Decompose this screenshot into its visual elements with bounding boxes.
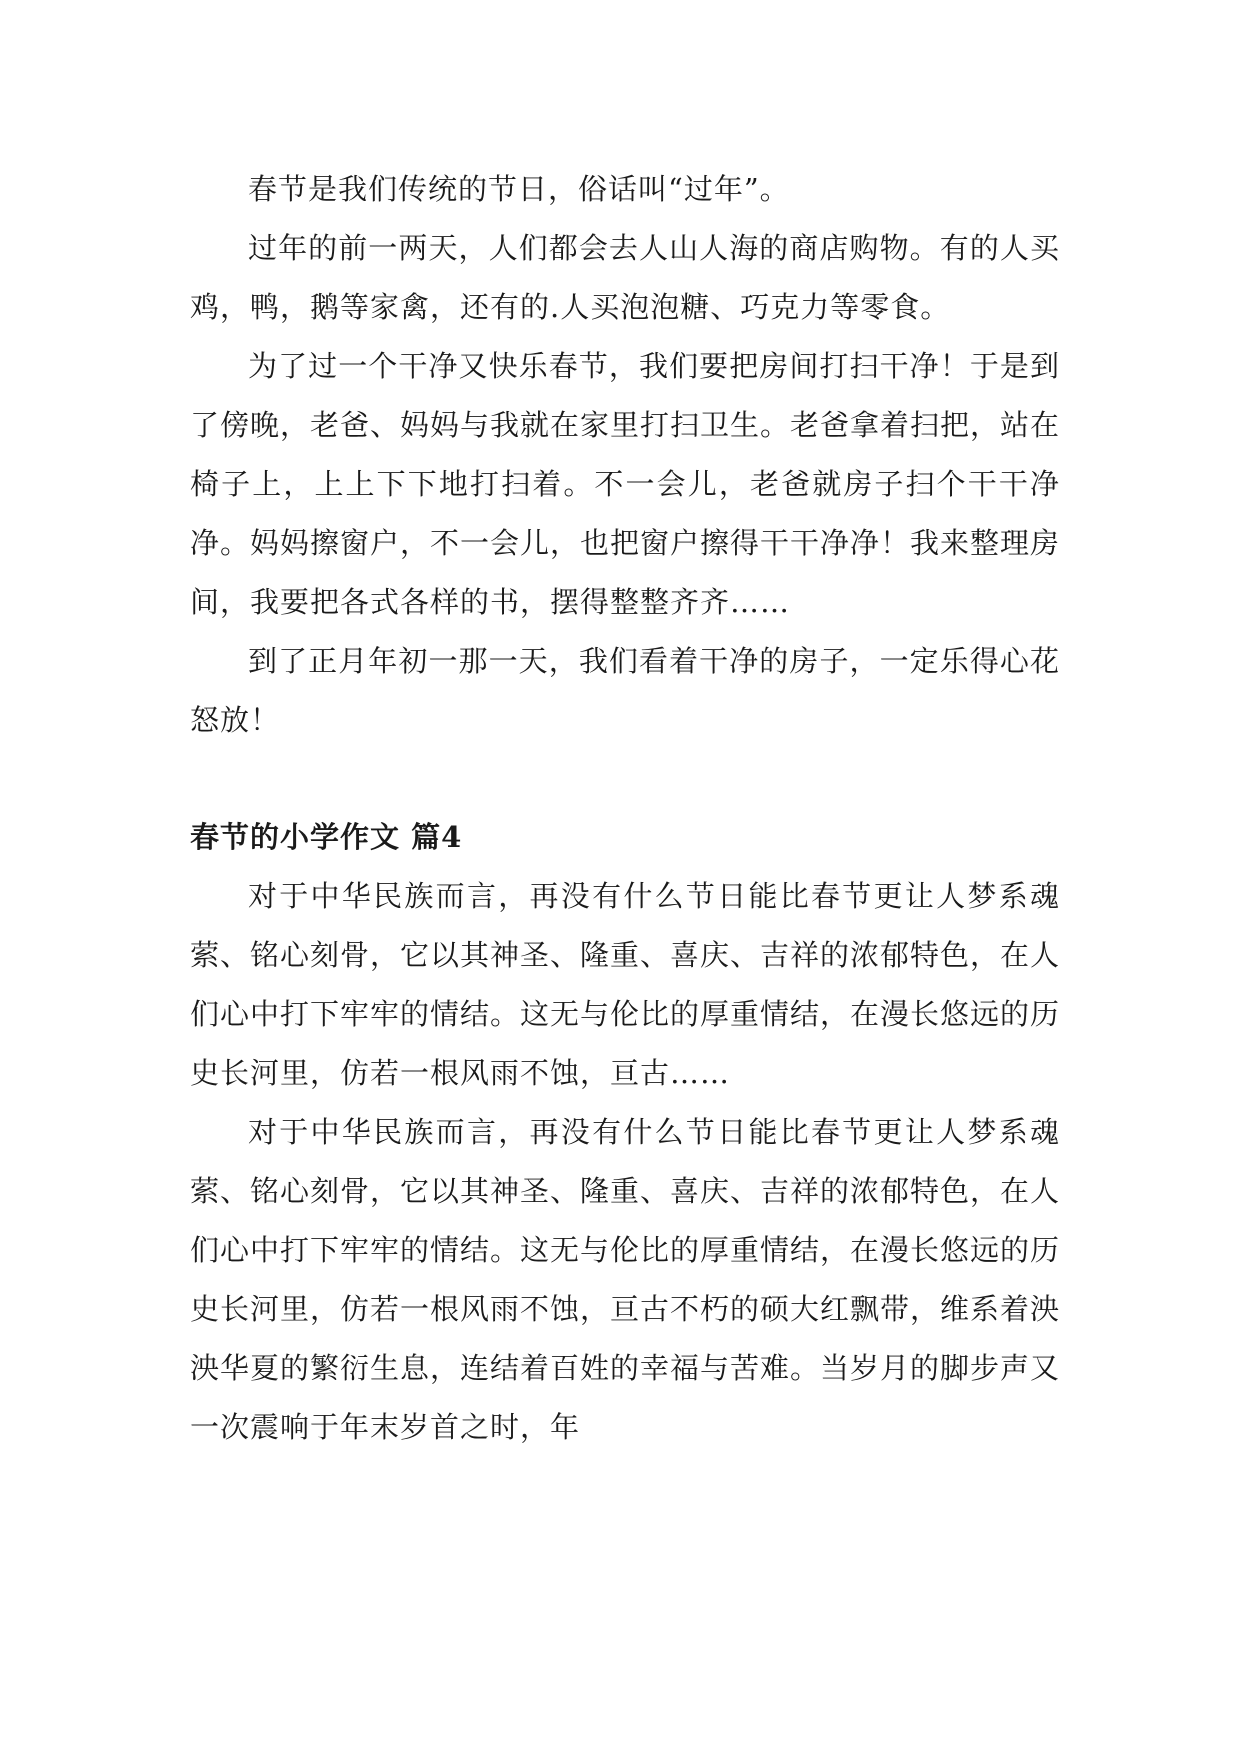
- essay-section-3-body: [190, 160, 1060, 750]
- section-heading: 春节的小学作文 篇4: [190, 820, 463, 854]
- essay-section-4: [190, 808, 1060, 1457]
- section-spacer: [190, 750, 1060, 808]
- paragraph: 对于中华民族而言，再没有什么节日能比春节更让人梦系魂萦、铭心刻骨，它以其神圣、隆重、喜庆、吉祥的浓郁特色，在人们心中打下牢牢的情结。这无与伦比的厚重情结，在漫长悠远的历史长河里，仿若一根风雨不蚀，亘古……: [190, 879, 1061, 1090]
- document-page: [190, 160, 1060, 1457]
- paragraph: 过年的前一两天，人们都会去人山人海的商店购物。有的人买鸡，鸭，鹅等家禽，还有的.人买泡泡糖、巧克力等零食。: [190, 231, 1060, 324]
- paragraph: 为了过一个干净又快乐春节，我们要把房间打扫干净！于是到了傍晚，老爸、妈妈与我就在家里打扫卫生。老爸拿着扫把，站在椅子上，上上下下地打扫着。不一会儿，老爸就房子扫个干干净净。妈妈擦窗户，不一会儿，也把窗户擦得干干净净！我来整理房间，我要把各式各样的书，摆得整整齐齐……: [190, 349, 1061, 619]
- paragraph: 到了正月年初一那一天，我们看着干净的房子，一定乐得心花怒放！: [190, 644, 1060, 737]
- paragraph: 春节是我们传统的节日，俗话叫“过年”。: [248, 172, 790, 206]
- paragraph: 对于中华民族而言，再没有什么节日能比春节更让人梦系魂萦、铭心刻骨，它以其神圣、隆重、喜庆、吉祥的浓郁特色，在人们心中打下牢牢的情结。这无与伦比的厚重情结，在漫长悠远的历史长河里，仿若一根风雨不蚀，亘古不朽的硕大红飘带，维系着泱泱华夏的繁衍生息，连结着百姓的幸福与苦难。当岁月的脚步声又一次震响于年末岁首之时，年: [190, 1115, 1061, 1444]
